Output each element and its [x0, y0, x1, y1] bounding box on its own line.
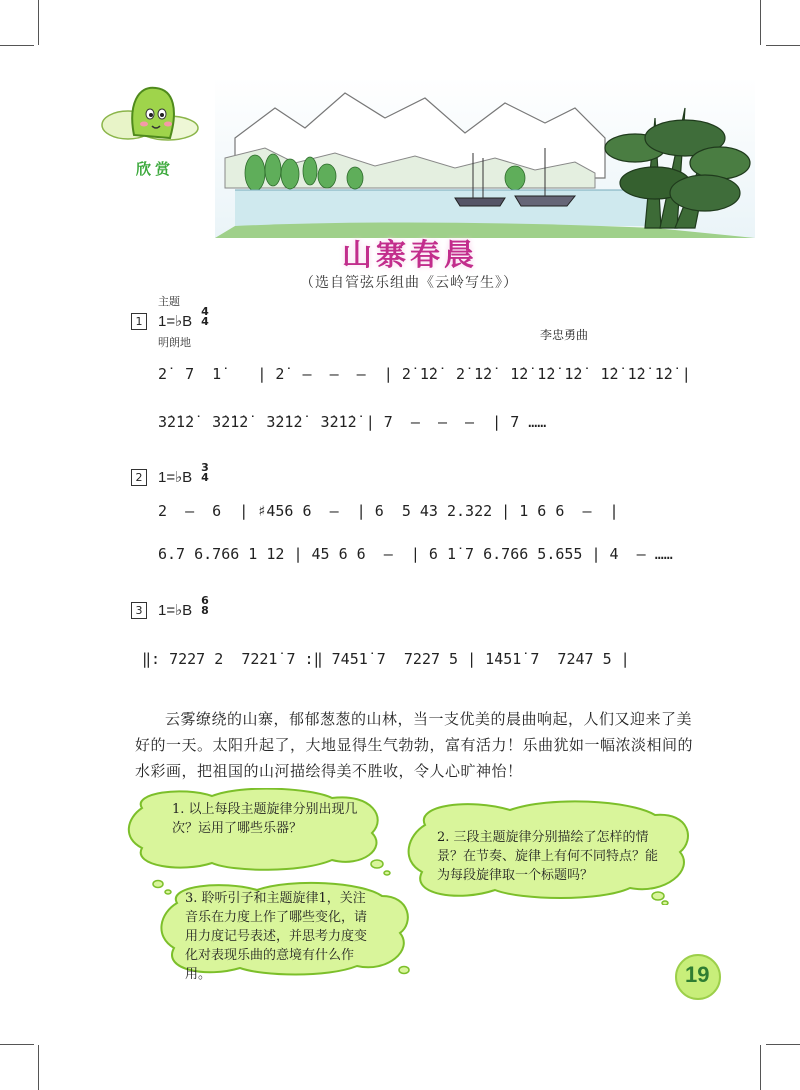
composer: 李忠勇曲	[540, 328, 589, 342]
crop-mark	[766, 1044, 800, 1045]
description-paragraph: 云雾缭绕的山寨，郁郁葱葱的山林，当一支优美的晨曲响起，人们又迎来了美好的一天。太阳升起了，大地显得生气勃勃，富有活力！乐曲犹如一幅浓淡相间的水彩画，把祖国的山河描绘得美不胜收，令人心旷神怡！	[135, 710, 694, 780]
theme2-key: 1=♭B	[158, 469, 193, 486]
mascot-icon	[98, 80, 208, 155]
crop-mark	[760, 1045, 761, 1090]
question-2: 2. 三段主题旋律分别描绘了怎样的情景？在节奏、旋律上有何不同特点？能为每段旋律取一个标题吗？	[437, 830, 659, 883]
time-bottom: 8	[201, 604, 209, 617]
theme1-line1: 2̇ 7 1̇ | 2̇ – – – | 2̇ 1̇2̇ 2̇ 1̇2̇ 1̇2̇ 1̇2̇ 1̇2̇ 1̇2̇ 1̇2̇ 1̇2̇ |	[158, 365, 691, 383]
theme3-number-box: 3	[131, 602, 147, 619]
time-top: 3	[201, 461, 209, 474]
theme3-line1: ‖: 7227 2 7221̇ 7 :‖ 7451̇ 7 7227 5 | 1̇451̇ 7 7247 5 |	[142, 650, 630, 668]
time-top: 4	[201, 305, 209, 318]
crop-mark	[38, 1045, 39, 1090]
page-subtitle: （选自管弦乐组曲《云岭写生》）	[300, 275, 518, 291]
theme1-number-box: 1	[131, 313, 147, 330]
page-number: 19	[685, 962, 710, 987]
crop-mark	[0, 45, 34, 46]
time-top: 6	[201, 594, 209, 607]
crop-mark	[0, 1044, 34, 1045]
section-label: 欣赏	[136, 160, 175, 178]
theme2-line1: 2 – 6 | ♯456 6 – | 6 5 43 2.322 | 1 6 6 – |	[158, 502, 619, 520]
theme2-line2: 6.7 6.766 1 12 | 45 6 6 – | 6 1̇ 7 6.766 5.655 | 4 – ……	[158, 545, 673, 563]
crop-mark	[766, 45, 800, 46]
page-title: 山寨春晨	[342, 238, 478, 273]
theme2-time-signature	[200, 463, 210, 483]
time-bottom: 4	[201, 471, 209, 484]
crop-mark	[38, 0, 39, 45]
question-3: 3. 聆听引子和主题旋律1，关注音乐在力度上作了哪些变化，请用力度记号表述，并思考力度变化对表现乐曲的意境有什么作用。	[185, 891, 368, 982]
theme1-line2: 3̇2̇1̇2̇ 3̇2̇1̇2̇ 3̇2̇1̇2̇ 3̇2̇1̇2̇ | 7 – – – | 7 ……	[158, 413, 547, 431]
theme3-key: 1=♭B	[158, 602, 193, 619]
question-1: 1. 以上每段主题旋律分别出现几次？运用了哪些乐器？	[172, 802, 358, 836]
theme1-time-signature	[200, 307, 210, 327]
theme1-tempo: 明朗地	[158, 336, 191, 349]
theme3-time-signature	[200, 596, 210, 616]
theme2-number-box: 2	[131, 469, 147, 486]
landscape-illustration	[215, 78, 755, 238]
crop-mark	[760, 0, 761, 45]
theme1-key: 1=♭B	[158, 313, 193, 330]
time-bottom: 4	[201, 315, 209, 328]
theme1-heading: 主题	[158, 295, 180, 308]
